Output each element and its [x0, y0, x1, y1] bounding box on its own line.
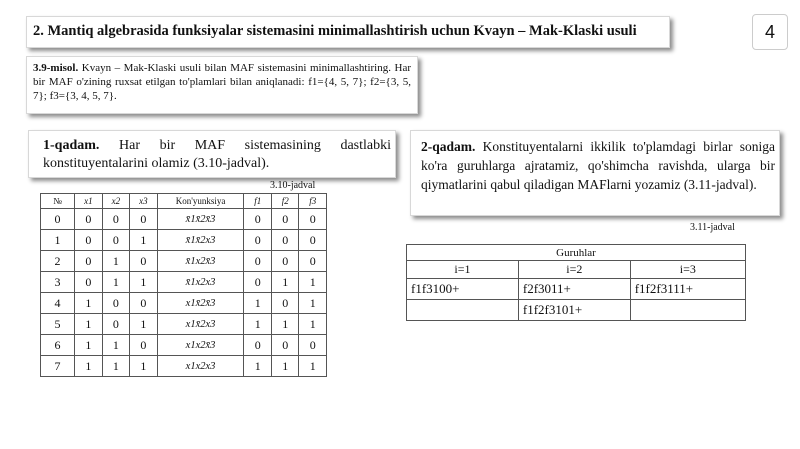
cell-x2: 1	[102, 356, 130, 377]
truth-table-row	[41, 230, 327, 251]
cell-x1: 0	[75, 272, 103, 293]
cell-n: 4	[41, 293, 75, 314]
group-cell: f1f3100+	[407, 279, 519, 300]
cell-x1: 1	[75, 356, 103, 377]
cell-f1: 0	[244, 230, 272, 251]
cell-x3: 0	[130, 335, 158, 356]
cell-n: 3	[41, 272, 75, 293]
step1-text	[43, 137, 391, 173]
cell-n: 0	[41, 209, 75, 230]
cell-f3: 1	[299, 314, 327, 335]
cell-k: x1x2x3	[157, 356, 244, 377]
cell-f3: 0	[299, 335, 327, 356]
cell-x3: 1	[130, 314, 158, 335]
example-text	[33, 61, 411, 103]
step1-box	[28, 130, 396, 178]
cell-x3: 0	[130, 293, 158, 314]
example-body: Kvayn – Mak-Klaski usuli bilan MAF sistemasini minimallashtiring. Har bir MAF o'zining ruxsat etilgan to'plamlari bilan aniqlanadi: f1={4, 5, 7}; f2={3, 5, 7}; f3={3, 4, 5, 7}.	[33, 62, 411, 102]
group-col-3: i=3	[630, 261, 745, 279]
group-cell	[407, 300, 519, 321]
group-cell: f1f2f3101+	[518, 300, 630, 321]
cell-x2: 0	[102, 230, 130, 251]
cell-f3: 1	[299, 272, 327, 293]
step2-body: Konstituyentalarni ikkilik to'plamdagi birlar soniga ko'ra guruhlarga ajratamiz, qo'shimcha ravishda, ularga bir qiymatlarini qabul qiladigan MAFlarni yozamiz (3.11-jadval).	[421, 139, 775, 192]
cell-f3: 1	[299, 293, 327, 314]
cell-x3: 0	[130, 251, 158, 272]
cell-f2: 1	[271, 356, 299, 377]
cell-x1: 0	[75, 230, 103, 251]
cell-x1: 0	[75, 209, 103, 230]
table2-caption: 3.11-jadval	[690, 222, 735, 233]
step2-box	[410, 130, 780, 216]
group-col-2: i=2	[518, 261, 630, 279]
cell-n: 7	[41, 356, 75, 377]
group-row	[407, 300, 746, 321]
cell-x3: 1	[130, 272, 158, 293]
cell-x3: 1	[130, 230, 158, 251]
cell-f1: 0	[244, 209, 272, 230]
truth-table-row	[41, 251, 327, 272]
cell-n: 2	[41, 251, 75, 272]
example-box	[26, 56, 418, 114]
cell-x2: 0	[102, 209, 130, 230]
title-bar	[26, 16, 670, 48]
cell-n: 6	[41, 335, 75, 356]
cell-x2: 1	[102, 251, 130, 272]
group-row	[407, 279, 746, 300]
cell-f3: 1	[299, 356, 327, 377]
cell-f3: 0	[299, 230, 327, 251]
truth-table-row	[41, 335, 327, 356]
truth-table-row	[41, 314, 327, 335]
cell-k: x̄1x2x3	[157, 272, 244, 293]
cell-k: x̄1x̄2x3	[157, 230, 244, 251]
col-x2: x2	[102, 194, 130, 209]
example-label: 3.9-misol.	[33, 62, 79, 74]
group-header-row	[407, 245, 746, 261]
cell-f2: 0	[271, 230, 299, 251]
step2-text	[421, 137, 775, 194]
group-cols-row	[407, 261, 746, 279]
group-cell: f2f3011+	[518, 279, 630, 300]
group-col-1: i=1	[407, 261, 519, 279]
cell-f2: 1	[271, 272, 299, 293]
cell-x3: 0	[130, 209, 158, 230]
table1-caption: 3.10-jadval	[270, 180, 316, 191]
group-cell	[630, 300, 745, 321]
cell-f1: 0	[244, 335, 272, 356]
cell-f1: 1	[244, 314, 272, 335]
truth-table-row	[41, 272, 327, 293]
cell-x1: 1	[75, 314, 103, 335]
truth-table-row	[41, 293, 327, 314]
col-x1: x1	[75, 194, 103, 209]
cell-f1: 0	[244, 272, 272, 293]
cell-k: x̄1x̄2x̄3	[157, 209, 244, 230]
cell-k: x1x̄2x̄3	[157, 293, 244, 314]
step1-body: Har bir MAF sistemasining dastlabki konstituyentalarini olamiz (3.10-jadval).	[43, 138, 391, 171]
col-f2: f2	[271, 194, 299, 209]
cell-x1: 1	[75, 293, 103, 314]
cell-x1: 0	[75, 251, 103, 272]
group-table	[406, 244, 746, 321]
col-num: №	[41, 194, 75, 209]
cell-f2: 1	[271, 314, 299, 335]
col-f3: f3	[299, 194, 327, 209]
cell-f2: 0	[271, 209, 299, 230]
cell-k: x1x2x̄3	[157, 335, 244, 356]
page-number: 4	[752, 14, 788, 50]
group-cell: f1f2f3111+	[630, 279, 745, 300]
cell-f3: 0	[299, 209, 327, 230]
truth-table-header	[41, 194, 327, 209]
cell-x2: 1	[102, 272, 130, 293]
step2-label: 2-qadam.	[421, 139, 476, 154]
cell-x2: 0	[102, 314, 130, 335]
col-x3: x3	[130, 194, 158, 209]
group-header: Guruhlar	[407, 245, 746, 261]
cell-f3: 0	[299, 251, 327, 272]
truth-table-row	[41, 356, 327, 377]
truth-table	[40, 193, 327, 377]
cell-k: x1x̄2x3	[157, 314, 244, 335]
cell-x1: 1	[75, 335, 103, 356]
cell-f1: 1	[244, 356, 272, 377]
cell-n: 1	[41, 230, 75, 251]
cell-f2: 0	[271, 251, 299, 272]
cell-x3: 1	[130, 356, 158, 377]
slide-title: 2. Mantiq algebrasida funksiyalar sistemasini minimallashtirish uchun Kvayn – Mak-Klaski usuli	[33, 23, 637, 39]
cell-f1: 1	[244, 293, 272, 314]
cell-f2: 0	[271, 293, 299, 314]
cell-f2: 0	[271, 335, 299, 356]
cell-x2: 1	[102, 335, 130, 356]
col-conjunction: Kon'yunksiya	[157, 194, 244, 209]
cell-k: x̄1x2x̄3	[157, 251, 244, 272]
cell-x2: 0	[102, 293, 130, 314]
step1-label: 1-qadam.	[43, 138, 100, 153]
col-f1: f1	[244, 194, 272, 209]
cell-f1: 0	[244, 251, 272, 272]
cell-n: 5	[41, 314, 75, 335]
truth-table-row	[41, 209, 327, 230]
